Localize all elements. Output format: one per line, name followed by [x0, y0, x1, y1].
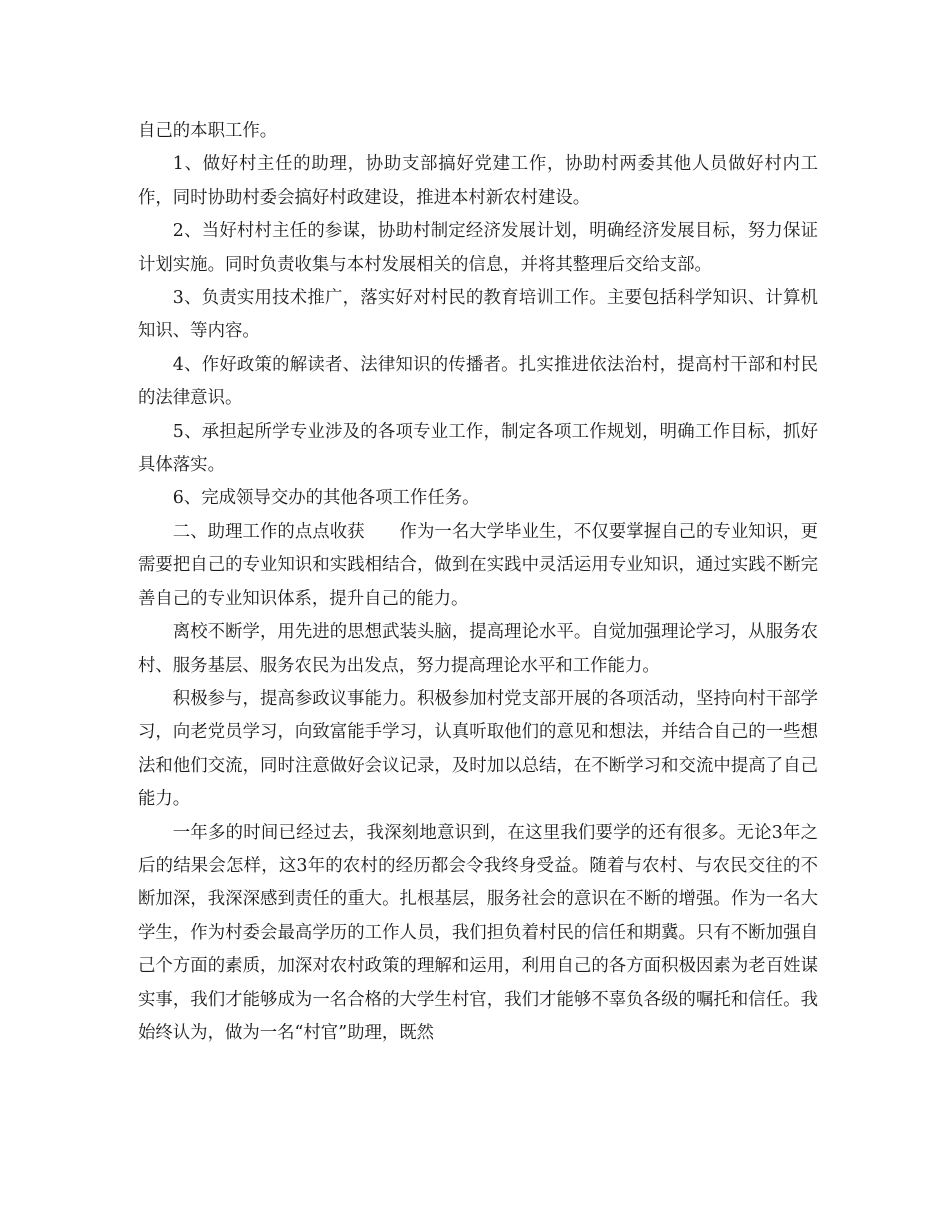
paragraph-duty-6: 6、完成领导交办的其他各项工作任务。: [172, 488, 480, 509]
paragraph-duty-2: 2、当好村村主任的参谋，协助村制定经济发展计划，明确经济发展目标，努力保证计划实施。同时负责收集与本村发展相关的信息，并将其整理后交给支部。: [138, 221, 818, 275]
paragraph-reflection: 一年多的时间已经过去，我深刻地意识到，在这里我们要学的还有很多。无论3年之后的结果会怎样，这3年的农村的经历都会令我终身受益。随着与农村、与农民交往的不断加深，我深深感到责任的重大。扎根基层，服务社会的意识在不断的增强。作为一名大学生，作为村委会最高学历的工作人员，我们担负着村民的信任和期冀。只有不断加强自己个方面的素质，加深对农村政策的理解和运用，利用自己的各方面积极因素为老百姓谋实事，我们才能够成为一名合格的大学生村官，我们才能够不辜负各级的嘱托和信任。我始终认为，做为一名“村官”助理，既然: [138, 822, 818, 1043]
paragraph-duty-3: 3、负责实用技术推广，落实好对村民的教育培训工作。主要包括科学知识、计算机知识、等内容。: [138, 288, 818, 342]
paragraph-duty-5: 5、承担起所学专业涉及的各项专业工作，制定各项工作规划，明确工作目标，抓好具体落实。: [138, 421, 818, 476]
paragraph-duty-4: 4、作好政策的解读者、法律知识的传播者。扎实推进依法治村，提高村干部和村民的法律意识。: [138, 354, 818, 409]
paragraph-participate: 积极参与，提高参政议事能力。积极参加村党支部开展的各项活动，坚持向村干部学习，向老党员学习，向致富能手学习，认真听取他们的意见和想法，并结合自己的一些想法和他们交流，同时注意做好会议记录，及时加以总结，在不断学习和交流中提高了自己能力。: [138, 688, 818, 810]
document-body: [138, 115, 818, 1050]
paragraph-continuation: 自己的本职工作。: [138, 121, 278, 141]
paragraph-study: 离校不断学，用先进的思想武装头脑，提高理论水平。自觉加强理论学习，从服务农村、服务基层、服务农民为出发点，努力提高理论水平和工作能力。: [138, 622, 818, 676]
paragraph-duty-1: 1、做好村主任的助理，协助支部搞好党建工作，协助村两委其他人员做好村内工作，同时协助村委会搞好村政建设，推进本村新农村建设。: [138, 154, 818, 208]
paragraph-section-two: 二、助理工作的点点收获 作为一名大学毕业生，不仅要掌握自己的专业知识，更需要把自己的专业知识和实践相结合，做到在实践中灵活运用专业知识，通过实践不断完善自己的专业知识体系，提升自己的能力。: [138, 521, 818, 609]
